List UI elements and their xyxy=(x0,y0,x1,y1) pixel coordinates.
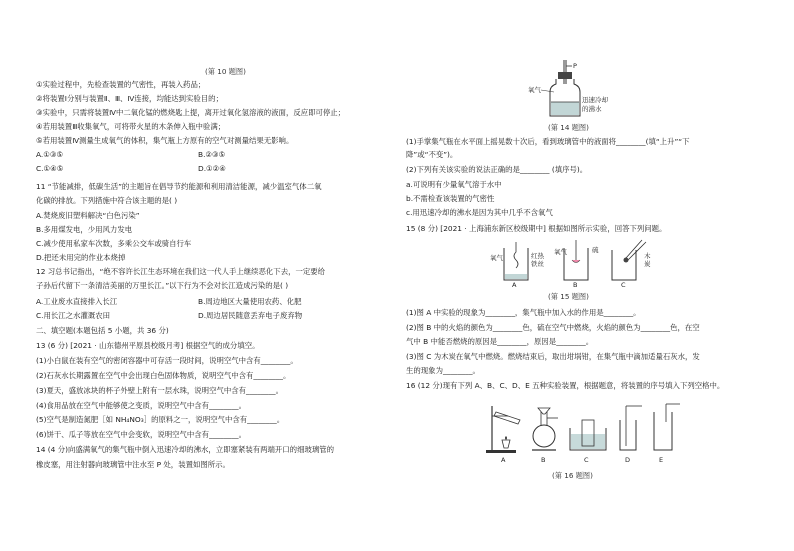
q10-option-b[interactable]: B.②③⑤ xyxy=(198,150,226,159)
svg-text:氧气: 氧气 xyxy=(554,248,567,256)
q14-item-1b: 降”或“不变”)。 xyxy=(406,150,458,159)
label-water-2: 的沸水 xyxy=(582,105,602,113)
q15-item-3b: 生的现象为________。 xyxy=(406,366,480,375)
q10-statement-1: ①实验过程中，先检查装置的气密性，再装入药品； xyxy=(36,80,206,89)
svg-text:E: E xyxy=(659,456,664,464)
svg-text:A: A xyxy=(501,456,506,464)
q13-item-1: (1)小白鼠在装有空气的密闭容器中可存活一段时间，说明空气中含有________。 xyxy=(36,356,298,365)
q15-item-1: (1)图 A 中实验的现象为________，集气瓶中加入水的作用是________。 xyxy=(406,308,641,317)
apparatus-e xyxy=(654,404,680,464)
svg-text:C: C xyxy=(621,281,626,289)
q12-stem-1: 12 习总书记指出，“绝不容许长江生态环境在我们这一代人手上继续恶化下去，一定要给 xyxy=(36,267,326,276)
q10-statement-5: ⑤若用装置Ⅳ测量生成氧气的体积，集气瓶上方原有的空气对测量结果无影响。 xyxy=(36,136,294,145)
figure-10-caption: (第 10 题图) xyxy=(205,67,246,76)
q13-item-3: (3)夏天，盛放冰块的杯子外壁上附有一层水珠，说明空气中含有________。 xyxy=(36,386,283,395)
q10-statement-4: ④若用装置Ⅲ收集氧气，可将带火星的木条伸入瓶中验满； xyxy=(36,122,226,131)
apparatus-b xyxy=(532,408,558,464)
figure-15-apparatus xyxy=(490,238,660,288)
q15-item-2a: (2)图 B 中的火焰的颜色为________色，硫在空气中燃烧，火焰的颜色为________色，在空 xyxy=(406,323,700,332)
svg-text:A: A xyxy=(512,281,517,289)
svg-text:氧气: 氧气 xyxy=(490,254,503,262)
q13-item-2: (2)石灰水长期露置在空气中会出现白色固体物质，说明空气中含有________。 xyxy=(36,371,291,380)
apparatus-c xyxy=(570,420,606,464)
q12-option-b[interactable]: B.周边地区大量使用农药、化肥 xyxy=(198,297,302,306)
q13-header: 13 (6 分) [2021 · 山东德州平原县校级月考] 根据空气的成分填空。 xyxy=(36,341,260,350)
q12-option-c[interactable]: C.用长江之水灌溉农田 xyxy=(36,311,111,320)
rubber-stopper xyxy=(558,72,572,79)
label-oxygen: 氧气 xyxy=(528,86,541,94)
jar-a xyxy=(490,242,545,289)
figure-16-apparatus xyxy=(486,402,686,464)
q13-item-6: (6)饼干、瓜子等放在空气中会变软，说明空气中含有________。 xyxy=(36,430,247,439)
apparatus-a xyxy=(486,406,520,464)
figure-14-apparatus xyxy=(520,58,610,120)
label-water-1: 迅速冷却 xyxy=(582,96,608,104)
q14-item-1a: (1)手掌集气瓶在水平面上摇晃数十次后，看到玻璃管中的液面将________(填“上升”“下 xyxy=(406,137,690,146)
q13-item-5: (5)空气是制造氮肥［如 NH₄NO₃］的原料之一，说明空气中含有________。 xyxy=(36,415,285,424)
svg-text:炭: 炭 xyxy=(644,260,651,268)
q15-item-2b: 气中 B 中能否燃烧的原因是________，原因是________。 xyxy=(406,337,594,346)
svg-text:B: B xyxy=(573,281,578,289)
figure-14-caption: (第 14 题图) xyxy=(548,123,589,132)
q14-choice-b: b.不需检查该装置的气密性 xyxy=(406,194,495,203)
q11-option-b[interactable]: B.多用煤发电，少用风力发电 xyxy=(36,225,133,234)
q10-option-a[interactable]: A.①③⑤ xyxy=(36,150,64,159)
svg-text:B: B xyxy=(541,456,546,464)
q12-option-d[interactable]: D.周边居民随意丢弃电子废弃物 xyxy=(198,311,303,320)
jar-c xyxy=(612,240,651,289)
q15-item-3a: (3)图 C 为木炭在氧气中燃烧。燃烧结束后，取出坩埚钳，在集气瓶中滴加适量石灰水，发 xyxy=(406,352,700,361)
q13-item-4: (4)食用品放在空气中能够使之变质，说明空气中含有________。 xyxy=(36,401,247,410)
q10-statement-3: ③实验中，只需将装置Ⅳ中二氧化锰的燃烧匙上提，离开过氧化氢溶液的液面，反应即可停止； xyxy=(36,108,346,117)
svg-text:C: C xyxy=(584,456,589,464)
jar-b xyxy=(554,240,599,289)
q14-stem-1: 14 (4 分)向盛满氧气的集气瓶中倒入迅速冷却的沸水，立即塞紧装有两端开口的细玻璃管的 xyxy=(36,445,335,454)
figure-16-caption: (第 16 题图) xyxy=(552,471,593,480)
q10-option-d[interactable]: D.①②④ xyxy=(198,164,226,173)
svg-text:D: D xyxy=(625,456,631,464)
figure-15-caption: (第 15 题图) xyxy=(548,292,589,301)
q14-item-2: (2)下列有关该实验的说法正确的是________ (填序号)。 xyxy=(406,165,588,174)
q10-statement-2: ②将装置Ⅰ分别与装置Ⅱ、Ⅲ、Ⅳ连接，均能达到实验目的； xyxy=(36,94,223,103)
q12-option-a[interactable]: A.工业废水直接排入长江 xyxy=(36,297,118,306)
q11-stem-1: 11 “节能减排，低碳生活”的主题旨在倡导节约能源和利用清洁能源，减少温室气体二氧 xyxy=(36,182,322,191)
q11-stem-2: 化碳的排放。下列措施中符合该主题的是( ) xyxy=(36,196,178,205)
q11-option-c[interactable]: C.减少使用私家车次数，多乘公交车或骑自行车 xyxy=(36,239,192,248)
label-p: P xyxy=(573,62,577,70)
svg-text:硫: 硫 xyxy=(592,246,599,254)
q12-stem-2: 子孙后代留下一条清洁美丽的万里长江。”以下行为不会对长江造成污染的是( ) xyxy=(36,281,289,290)
apparatus-d xyxy=(620,406,642,464)
q11-option-d[interactable]: D.把还未用完的作业本烧掉 xyxy=(36,253,126,262)
q11-option-a[interactable]: A.焚烧废旧塑料解决“白色污染” xyxy=(36,211,140,220)
svg-text:铁丝: 铁丝 xyxy=(531,260,544,268)
q15-header: 15 (8 分) [2021 · 上海浦东新区校级期中] 根据如图所示实验，回答下列问题。 xyxy=(406,224,667,233)
q14-choice-c: c.用迅速冷却的沸水是因为其中几乎不含氧气 xyxy=(406,208,553,217)
q14-choice-a: a.可说明有少量氧气溶于水中 xyxy=(406,180,502,189)
q14-stem-2: 橡皮塞，用注射器向玻璃管中注水至 P 处，装置如图所示。 xyxy=(36,460,230,469)
svg-text:木: 木 xyxy=(644,252,651,260)
q10-option-c[interactable]: C.①④⑤ xyxy=(36,164,64,173)
q16-stem: 16 (12 分)现有下列 A、B、C、D、E 五种实验装置，根据题意，将装置的序号填入下列空格中。 xyxy=(406,381,725,390)
water-in-jar xyxy=(551,102,579,115)
section-title: 二、填空题(本题包括 5 小题，共 36 分) xyxy=(36,326,169,335)
svg-text:红热: 红热 xyxy=(531,252,544,260)
